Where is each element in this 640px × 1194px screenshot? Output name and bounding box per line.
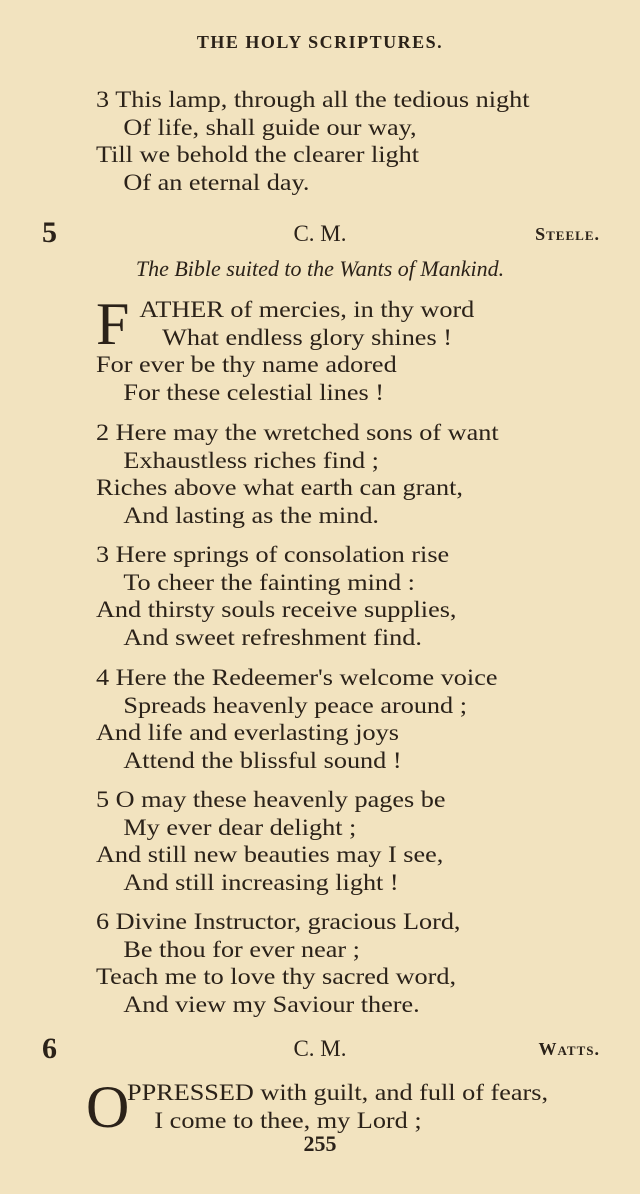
verse-line: And thirsty souls receive supplies, xyxy=(96,597,457,623)
verse-line: And lasting as the mind. xyxy=(123,502,379,528)
verse-line: And sweet refreshment find. xyxy=(123,624,422,650)
verse-line: ATHER of mercies, in thy word xyxy=(139,297,475,322)
hymn5-stanza-3 xyxy=(96,541,636,651)
hymn6-stanza-1 xyxy=(86,1074,626,1140)
verse-line: Attend the blissful sound ! xyxy=(123,747,402,773)
hymn5-stanza-5 xyxy=(96,786,636,896)
page-number: 255 xyxy=(303,1131,337,1156)
hymn-meter: C. M. xyxy=(293,1036,347,1061)
drop-cap: F xyxy=(96,291,130,357)
hymn-title: The Bible suited to the Wants of Mankind. xyxy=(135,256,505,281)
verse-line: And life and everlasting joys xyxy=(96,720,399,746)
verse-line: Teach me to love thy sacred word, xyxy=(96,964,457,990)
verse-line: Spreads heavenly peace around ; xyxy=(123,692,467,718)
verse-line: For these celestial lines ! xyxy=(123,379,385,405)
verse-line: I come to thee, my Lord ; xyxy=(154,1107,422,1133)
verse-line: 6 Divine Instructor, gracious Lord, xyxy=(96,909,461,934)
verse-line: 3 Here springs of consolation rise xyxy=(96,542,450,567)
verse-line: 3 This lamp, through all the tedious night xyxy=(96,87,530,112)
verse-line: To cheer the fainting mind : xyxy=(123,569,415,595)
verse-line: My ever dear delight ; xyxy=(123,814,357,840)
verse-line: Exhaustless riches find ; xyxy=(123,447,379,473)
hymn5-stanza-2 xyxy=(96,419,636,529)
verse-line: Of an eternal day. xyxy=(123,169,310,195)
verse-line: And still new beauties may I see, xyxy=(96,842,444,868)
hymn5-stanza-4 xyxy=(96,664,636,774)
verse-line: 4 Here the Redeemer's welcome voice xyxy=(96,665,498,690)
verse-line: Till we behold the clearer light xyxy=(96,142,420,168)
verse-line: For ever be thy name adored xyxy=(96,352,397,378)
hymn5-stanza-1 xyxy=(96,291,636,406)
verse-line: And still increasing light ! xyxy=(123,869,399,895)
hymn-meter: C. M. xyxy=(293,221,347,246)
hymn-author: Watts. xyxy=(538,1039,600,1059)
hymn-author: Steele. xyxy=(535,224,600,244)
verse-line: Of life, shall guide our way, xyxy=(123,114,417,140)
running-head: THE HOLY SCRIPTURES. xyxy=(196,32,444,52)
verse-line: PPRESSED with guilt, and full of fears, xyxy=(127,1080,549,1105)
verse-line: 5 O may these heavenly pages be xyxy=(96,787,446,812)
hymn5-stanza-6 xyxy=(96,908,636,1018)
verse-line: What endless glory shines ! xyxy=(162,324,452,350)
prev-hymn-stanza-3 xyxy=(96,86,636,196)
verse-line: Be thou for ever near ; xyxy=(123,936,360,962)
verse-line: Riches above what earth can grant, xyxy=(96,475,463,501)
verse-line: And view my Saviour there. xyxy=(123,991,420,1017)
verse-line: 2 Here may the wretched sons of want xyxy=(96,420,499,445)
hymn-number: 5 xyxy=(42,216,57,249)
hymn-number: 6 xyxy=(42,1032,57,1065)
drop-cap: O xyxy=(86,1074,130,1140)
